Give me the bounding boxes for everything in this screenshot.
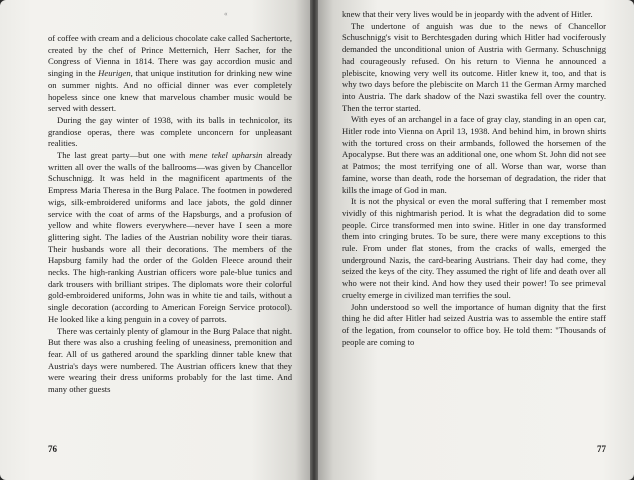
page-number: 77	[597, 444, 606, 454]
page-ornament: «	[224, 10, 228, 18]
paragraph: knew that their very lives would be in jeopardy with the advent of Hitler.	[342, 9, 593, 19]
paragraph: John understood so well the importance of human dignity that the first thing he did after Hitler had seized Austria was to assemble the entire staff of the legation, from counselor to office boy. He told them: "Thousands of people are coming to	[342, 301, 606, 347]
left-page	[0, 0, 314, 480]
paragraph: It is not the physical or even the moral suffering that I remember most vividly of this nightmarish period. It is what the degradation did to some people. Circe transformed men into swine. Hitler in one day transformed them into cringing brutes. To be sure, there were many exceptions to this rule. From under flat stones, from the cracks of walls, emerged the underground Nazis, the card-bearing Austrians. Their day had come, they seized the keys of the city. They assumed the right of life and death over all who were not their kind. And how they used their power! To see primeval cruelty emerge in civilized man terrifies the soul.	[342, 196, 606, 300]
paragraph: With eyes of an archangel in a face of gray clay, standing in an open car, Hitler rode into Vienna on April 13, 1938. And behind him, in brown shirts with the tortured cross on their armbands, followed the horsemen of the Apocalypse. But there was an additional one, one whom St. John did not see at Patmos; the most terrifying one of all. Worse than war, worse than famine, worse than death, rode the horseman of degradation, the rider that kills the image of God in man.	[342, 114, 606, 195]
paragraph: During the gay winter of 1938, with its balls in technicolor, its grandiose operas, there was complete unconcern for unpleasant realities.	[48, 114, 292, 149]
book-gutter	[310, 0, 318, 480]
page-number: 76	[48, 444, 57, 454]
paragraph: The undertone of anguish was due to the news of Chancellor Schuschnigg's visit to Berchtesgaden during which Hitler had vociferously demanded the unconditional union of Austria with Germany. Schuschnigg had courageously refused. On his return to Vienna he announced a plebiscite, knowing very well its outcome. Hitler knew it, too, and that is why two days before the plebiscite on March 11 the German Army marched into Austria. The dark shadow of the Nazi swastika fell over the country. Then the terror started.	[342, 20, 606, 113]
left-page-text	[48, 33, 292, 396]
right-page	[314, 0, 634, 480]
paragraph: The last great party—but one with mene tekel upharsin already written all over the walls of the ballrooms—was given by Chancellor Schuschnigg. It was held in the magnificent apartments of the Empress Maria Theresa in the Burg Palace. The footmen in powdered wigs, silk-embroidered uniforms and lace jabots, the gold dinner service with the coat of arms of the Hapsburgs, and a profusion of yellow and white flowers everywhere—never have I seen a more glittering sight. The ladies of the Austrian nobility wore their tiaras. Their husbands wore all their decorations. The members of the Hapsburg family had the order of the Golden Fleece around their necks. The high-ranking Austrian officers wore pale-blue tunics and dark trousers with brilliant stripes. The diplomats wore their colorful gold-embroidered uniforms, John was in white tie and tails, without a single decoration (according to American Foreign Service protocol). He looked like a king penguin in a covey of parrots.	[48, 150, 293, 324]
right-page-text	[342, 9, 606, 348]
paragraph: of coffee with cream and a delicious chocolate cake called Sachertorte, created by the chef of Prince Metternich, Herr Sacher, for the Congress of Vienna in 1814. There was gay accordion music and singing in the Heurigen, that unique institution for drinking new wine on summer nights. And no official dinner was ever completely hopeless since one knew that marvelous chamber music would be served with dessert.	[48, 33, 292, 114]
paragraph: There was certainly plenty of glamour in the Burg Palace that night. But there was also a crushing feeling of uneasiness, premonition and fear. All of us gathered around the sparkling dinner table knew that Austria's days were numbered. The Austrian officers knew that they were wearing their dress uniforms probably for the last time. And many other guests	[48, 325, 292, 395]
